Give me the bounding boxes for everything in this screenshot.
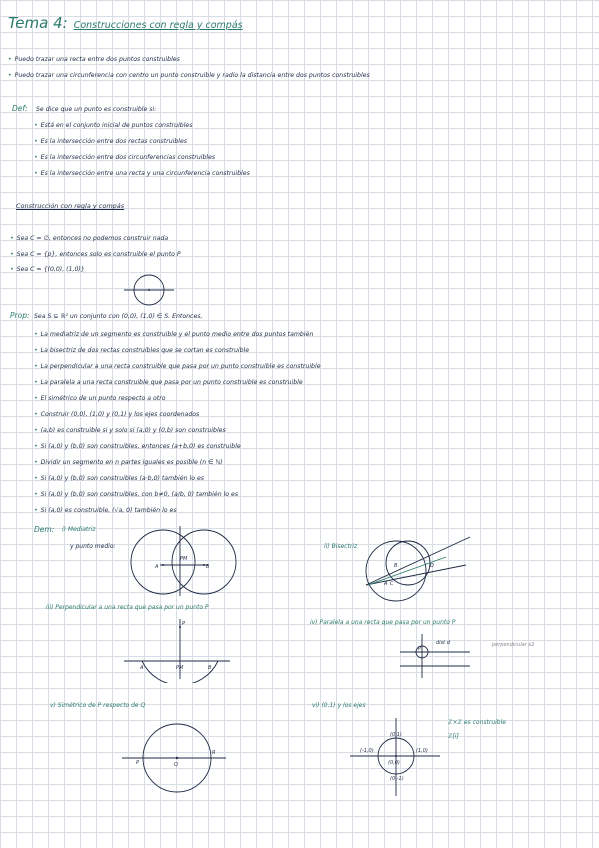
label-a: A — [155, 564, 159, 570]
vi-note2: ℤ[i] — [448, 733, 459, 740]
label-10: (1,0) — [416, 748, 428, 754]
proposition-item: • Si (a,0) y (b,0) son construibles, entonces (a+b,0) es construible — [34, 443, 241, 450]
construction-item: • Sea C = {(0,0), (1,0)} — [10, 266, 85, 273]
perpendicular-figure — [124, 613, 234, 683]
label-p4: P — [418, 646, 422, 652]
label-p5: P — [136, 760, 140, 766]
label-pm: PM — [180, 556, 188, 562]
intro-item: • Puedo trazar una recta entre dos puntos construibles — [8, 56, 180, 63]
label-c: C — [390, 581, 394, 587]
definition-item: • Es la intersección entre dos rectas construibles — [34, 138, 188, 145]
axes-figure — [350, 712, 550, 798]
demo-iv-label: iv) Paralela a una recta que pasa por un punto P — [310, 619, 456, 626]
proposition-item: • Si (a,0) y (b,0) son construibles, con b≠0, (a/b, 0) también lo es — [34, 491, 239, 498]
label-pm3: PM — [176, 665, 184, 671]
label-m10: (-1,0) — [360, 748, 374, 754]
circle-a — [131, 530, 195, 594]
label-a3: A — [140, 665, 144, 671]
label-p3: P — [182, 621, 186, 627]
demo-i-sub: y punto medio: — [70, 543, 116, 550]
proposition-item: • La perpendicular a una recta construible que pasa por un punto construible es construible — [34, 363, 321, 370]
circle-d — [386, 541, 430, 585]
definition-item: • Es la intersección entre una recta y una circunferencia construibles — [34, 170, 250, 177]
proposition-lead: Sea S ⊆ ℝ² un conjunto con (0,0), (1,0) ∈ S. Entonces, — [34, 313, 203, 320]
label-b3: B — [208, 665, 212, 671]
proposition-item: • Construir (0,0), (1,0) y (0,1) y los ejes coordenados — [34, 411, 200, 418]
page-title: Tema 4: — [8, 14, 68, 32]
mediatrix-figure — [124, 524, 254, 596]
page-header — [8, 14, 243, 32]
proposition-item: • La mediatriz de un segmento es construible y el punto medio entre dos puntos también — [34, 331, 314, 338]
proposition-item: • El simétrico de un punto respecto a otro — [34, 395, 166, 402]
page-subtitle: Construcciones con regla y compás — [73, 20, 243, 31]
definition-item: • Es la intersección entre dos circunferencias construibles — [34, 154, 216, 161]
label-q: Q — [174, 762, 178, 768]
demo-tag: Dem: — [34, 525, 55, 534]
definition-tag: Def: — [12, 104, 28, 113]
label-0m1: (0,-1) — [390, 776, 404, 782]
demo-ii-label: ii) Bisectriz — [324, 543, 358, 550]
demo-iii-label: iii) Perpendicular a una recta que pasa por un punto P — [46, 604, 209, 611]
demo-vi-label: vi) (0,1) y los ejes — [312, 702, 366, 709]
label-b2: B — [394, 563, 398, 569]
origin-point — [148, 289, 150, 291]
iv-note: perpendicular x2 — [492, 642, 535, 648]
dist-label: dist d — [436, 640, 450, 646]
definition-item: • Está en el conjunto inicial de puntos construibles — [34, 122, 193, 129]
construction-item: • Sea C = {p}, entonces solo es construible el punto P — [10, 251, 181, 258]
proposition-item: • Si (a,0) es construible, (√a, 0) también lo es — [34, 507, 177, 514]
construction-item: • Sea C = ∅, entonces no podemos construir nada — [10, 235, 169, 242]
intro-item: • Puedo trazar una circunferencia con centro un punto construible y radio la distancia entre dos puntos construibles — [8, 72, 370, 79]
circle-b — [172, 530, 236, 594]
definition-lead: Se dice que un punto es construible si: — [36, 106, 157, 113]
label-00: (0,0) — [388, 760, 400, 766]
proposition-item: • Dividir un segmento en n partes iguales es posible (n ∈ ℕ) — [34, 459, 223, 466]
label-d: D — [430, 563, 434, 569]
construction-title: Construcción con regla y compás — [16, 202, 125, 210]
parallel-figure — [380, 630, 580, 680]
proposition-tag: Prop: — [10, 311, 30, 320]
demo-i-label: i) Mediatriz — [62, 526, 96, 533]
label-b: B — [206, 564, 210, 570]
proposition-item: • La paralela a una recta construible que pasa por un punto construible es construible — [34, 379, 303, 386]
label-r: R — [212, 750, 216, 756]
label-01: (0,1) — [390, 732, 402, 738]
proposition-item: • La bisectriz de dos rectas construibles que se cortan es construible — [34, 347, 250, 354]
proposition-item: • Si (a,0) y (b,0) son construibles (a·b,0) también lo es — [34, 475, 204, 482]
demo-v-label: v) Simétrico de P respecto de Q — [50, 702, 146, 709]
label-a2: A — [384, 581, 388, 587]
symmetric-figure — [118, 716, 230, 796]
vi-note1: ℤ×ℤ es construible — [448, 719, 506, 726]
proposition-item: • (a,b) es construible si y solo si (a,0) y (0,b) son construibles — [34, 427, 226, 434]
bisector-figure — [362, 535, 474, 605]
initial-points-figure — [124, 272, 174, 308]
